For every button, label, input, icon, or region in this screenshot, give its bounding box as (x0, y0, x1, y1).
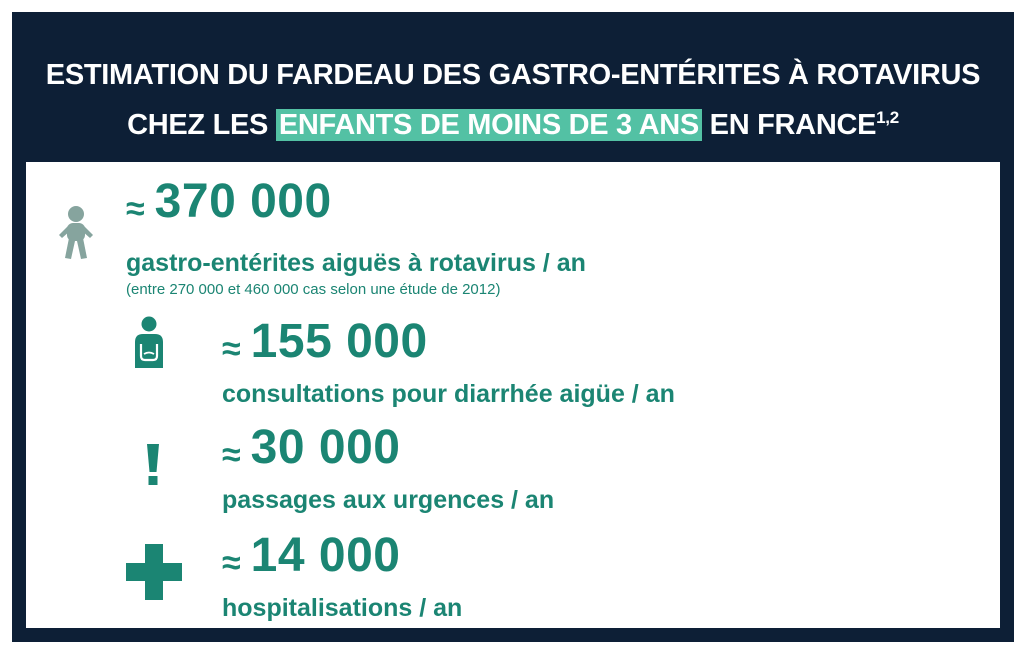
stat-rotavirus-cases (126, 176, 586, 300)
infographic-title (12, 50, 1014, 154)
stat-label: passages aux urgences / an (222, 486, 555, 514)
patient-stomach-icon (132, 316, 166, 370)
baby-icon (58, 204, 94, 262)
approx-symbol: ≈ (126, 189, 145, 228)
title-highlight: ENFANTS DE MOINS DE 3 ANS (276, 109, 702, 141)
title-line-2-prefix: CHEZ LES (127, 109, 269, 141)
stat-value: 155 000 (250, 315, 428, 368)
medical-cross-icon (126, 544, 182, 600)
stat-note: (entre 270 000 et 460 000 cas selon une étude de 2012) (126, 281, 501, 298)
title-superscript: 1,2 (876, 108, 899, 127)
stats-panel (26, 162, 1000, 628)
approx-symbol: ≈ (222, 543, 241, 582)
title-line-1: ESTIMATION DU FARDEAU DES GASTRO-ENTÉRITES À ROTAVIRUS (45, 59, 981, 91)
stat-value: 30 000 (250, 421, 401, 474)
stat-value: 370 000 (154, 175, 332, 228)
stat-hospitalisations (222, 530, 462, 623)
stat-consultations (222, 316, 675, 409)
title-line-2-suffix: EN FRANCE (709, 109, 877, 141)
stat-emergency-visits (222, 422, 554, 515)
stat-label: consultations pour diarrhée aigüe / an (222, 380, 675, 408)
stat-label: gastro-entérites aiguës à rotavirus / an (126, 249, 586, 277)
stat-label: hospitalisations / an (222, 594, 463, 622)
title-line-2 (12, 100, 1014, 154)
approx-symbol: ≈ (222, 435, 241, 474)
approx-symbol: ≈ (222, 329, 241, 368)
exclamation-icon (146, 444, 160, 486)
stat-value: 14 000 (250, 529, 401, 582)
